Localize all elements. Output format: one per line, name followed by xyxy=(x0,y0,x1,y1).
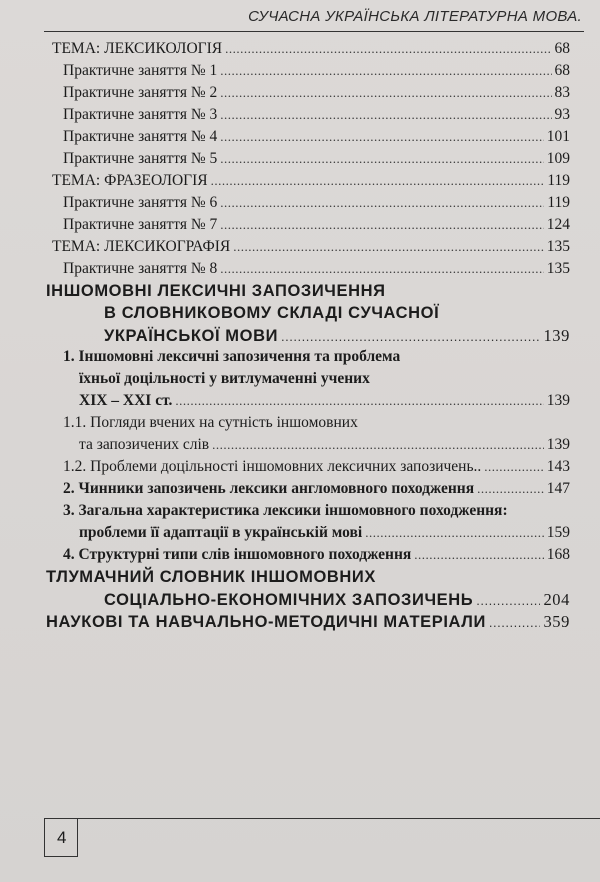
dot-leader xyxy=(220,195,544,211)
dot-leader xyxy=(220,107,551,123)
toc-entry-title: та запозичених слів xyxy=(79,436,210,453)
toc-entry-title: XIX – XXI ст. xyxy=(79,392,173,409)
dot-leader xyxy=(233,239,543,255)
header-rule xyxy=(44,31,584,32)
toc-entry-practical-2[interactable] xyxy=(63,84,570,102)
toc-entry-title: Практичне заняття № 5 xyxy=(63,150,218,167)
toc-entry-page: 159 xyxy=(546,524,570,541)
dot-leader xyxy=(220,129,543,145)
dot-leader xyxy=(220,151,543,167)
toc-entry-title: 1.2. Проблеми доцільності іншомовних лексичних запозичень.. xyxy=(63,458,482,475)
toc-entry-page: 139 xyxy=(543,326,570,345)
dot-leader xyxy=(220,63,551,79)
toc-item-1-line2[interactable]: їхньої доцільності у витлумаченні учених xyxy=(79,370,370,387)
page-number: 4 xyxy=(57,828,67,847)
toc-dictionary[interactable] xyxy=(104,590,570,610)
toc-entry-page: 101 xyxy=(546,128,570,145)
toc-item-1-2[interactable] xyxy=(63,458,570,476)
toc-entry-leksykolohiia[interactable] xyxy=(52,40,570,58)
toc-entry-title: Практичне заняття № 2 xyxy=(63,84,218,101)
toc-entry-page: 139 xyxy=(546,436,570,453)
toc-item-3-line1[interactable]: 3. Загальна характеристика лексики іншомовного походження: xyxy=(63,502,508,519)
toc-entry-practical-3[interactable] xyxy=(63,106,570,124)
footer-rule xyxy=(76,818,600,819)
toc-item-4[interactable] xyxy=(63,546,570,564)
dot-leader xyxy=(489,615,541,630)
toc-entry-title: 2. Чинники запозичень лексики англомовного походження xyxy=(63,480,475,497)
toc-section-zapozychennia-line2[interactable]: В СЛОВНИКОВОМУ СКЛАДІ СУЧАСНОЇ xyxy=(104,304,440,322)
toc-entry-page: 124 xyxy=(546,216,570,233)
toc-entry-practical-4[interactable] xyxy=(63,128,570,146)
toc-entry-practical-8[interactable] xyxy=(63,260,570,278)
toc-entry-title: Практичне заняття № 1 xyxy=(63,62,218,79)
toc-entry-page: 119 xyxy=(547,194,570,211)
toc-entry-title: Практичне заняття № 6 xyxy=(63,194,218,211)
dot-leader xyxy=(477,481,544,497)
toc-item-2[interactable] xyxy=(63,480,570,498)
toc-entry-title: НАУКОВІ ТА НАВЧАЛЬНО-МЕТОДИЧНІ МАТЕРІАЛИ xyxy=(46,613,486,631)
toc-entry-title: СОЦІАЛЬНО-ЕКОНОМІЧНИХ ЗАПОЗИЧЕНЬ xyxy=(104,591,474,609)
dot-leader xyxy=(211,173,545,189)
dot-leader xyxy=(484,459,543,475)
toc-entry-page: 139 xyxy=(546,392,570,409)
dot-leader xyxy=(220,261,543,277)
toc-entry-title: УКРАЇНСЬКОЇ МОВИ xyxy=(104,327,279,345)
toc-entry-page: 93 xyxy=(554,106,570,123)
toc-entry-title: ТЕМА: ЛЕКСИКОГРАФІЯ xyxy=(52,238,231,255)
toc-materials[interactable] xyxy=(46,612,570,632)
dot-leader xyxy=(414,547,543,563)
toc-item-1[interactable] xyxy=(79,392,570,410)
toc-entry-page: 147 xyxy=(546,480,570,497)
toc-entry-title: 4. Структурні типи слів іншомовного походження xyxy=(63,546,412,563)
toc-item-1-1-line1[interactable]: 1.1. Погляди вчених на сутність іншомовних xyxy=(63,414,358,431)
toc-entry-practical-7[interactable] xyxy=(63,216,570,234)
dot-leader xyxy=(365,525,544,541)
toc-entry-page: 109 xyxy=(546,150,570,167)
dot-leader xyxy=(220,217,543,233)
toc-item-1-1[interactable] xyxy=(79,436,570,454)
toc-entry-title: ТЕМА: ФРАЗЕОЛОГІЯ xyxy=(52,172,208,189)
toc-section-zapozychennia[interactable] xyxy=(104,326,570,346)
toc-entry-practical-1[interactable] xyxy=(63,62,570,80)
toc-entry-page: 359 xyxy=(543,612,570,631)
toc-entry-page: 83 xyxy=(554,84,570,101)
toc-entry-page: 135 xyxy=(546,260,570,277)
dot-leader xyxy=(175,393,543,409)
toc-entry-title: Практичне заняття № 3 xyxy=(63,106,218,123)
toc-entry-title: Практичне заняття № 4 xyxy=(63,128,218,145)
toc-item-3[interactable] xyxy=(79,524,570,542)
toc-section-zapozychennia-line1[interactable]: ІНШОМОВНІ ЛЕКСИЧНІ ЗАПОЗИЧЕННЯ xyxy=(46,282,386,300)
toc-entry-page: 68 xyxy=(554,62,570,79)
toc-entry-page: 119 xyxy=(547,172,570,189)
toc-entry-page: 143 xyxy=(546,458,570,475)
toc-entry-page: 135 xyxy=(546,238,570,255)
toc-entry-title: Практичне заняття № 7 xyxy=(63,216,218,233)
toc-item-1-line1[interactable]: 1. Іншомовні лексичні запозичення та проблема xyxy=(63,348,401,365)
toc-entry-page: 204 xyxy=(543,590,570,609)
dot-leader xyxy=(220,85,551,101)
toc-entry-title: проблеми її адаптації в українській мові xyxy=(79,524,363,541)
dot-leader xyxy=(225,41,551,57)
toc-entry-title: ТЕМА: ЛЕКСИКОЛОГІЯ xyxy=(52,40,223,57)
toc-entry-frazeolohiia[interactable] xyxy=(52,172,570,190)
toc-entry-title: Практичне заняття № 8 xyxy=(63,260,218,277)
toc-dictionary-line1[interactable]: ТЛУМАЧНИЙ СЛОВНИК ІНШОМОВНИХ xyxy=(46,568,376,586)
toc-entry-practical-6[interactable] xyxy=(63,194,570,212)
toc-entry-leksykohrafiia[interactable] xyxy=(52,238,570,256)
dot-leader xyxy=(476,593,540,608)
running-header: СУЧАСНА УКРАЇНСЬКА ЛІТЕРАТУРНА МОВА. xyxy=(248,8,582,25)
toc-entry-practical-5[interactable] xyxy=(63,150,570,168)
toc-entry-page: 168 xyxy=(546,546,570,563)
toc-entry-page: 68 xyxy=(554,40,570,57)
dot-leader xyxy=(281,329,540,344)
dot-leader xyxy=(212,437,544,453)
